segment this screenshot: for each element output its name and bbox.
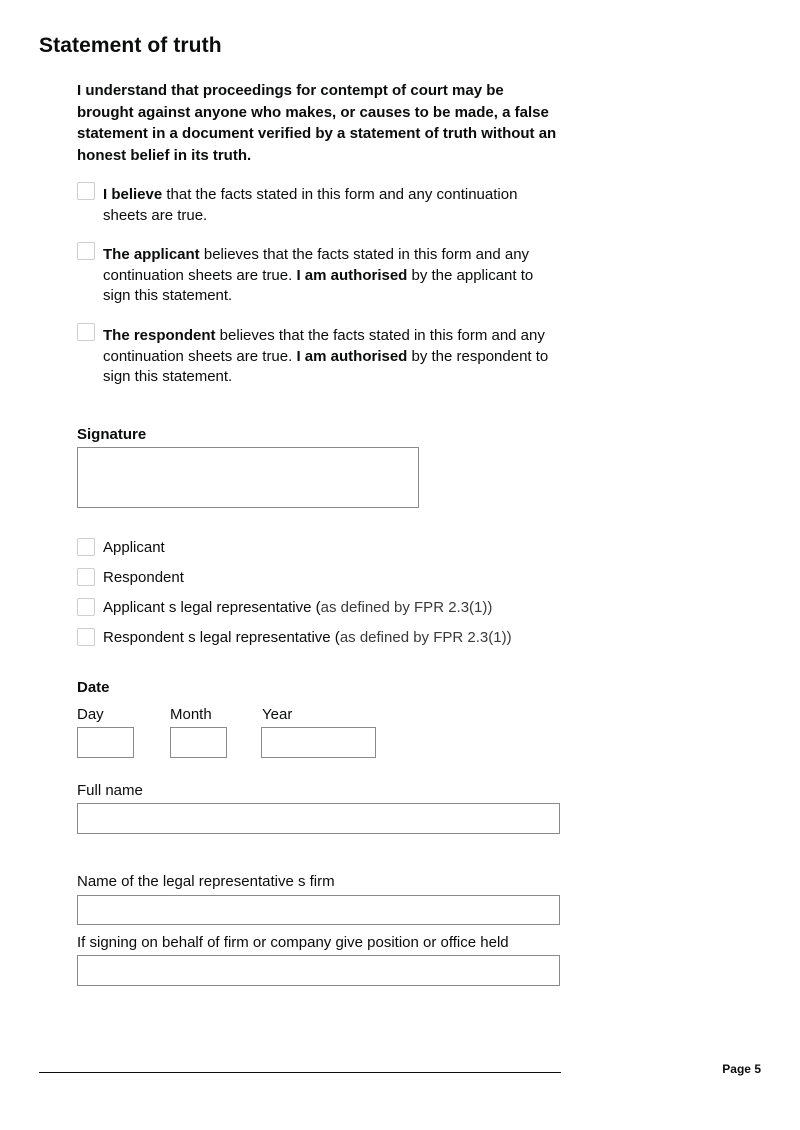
role-checkbox-respondent-legal-rep[interactable] <box>77 628 95 646</box>
role-applicant-legal-rep <box>103 599 492 616</box>
role-checkbox-applicant[interactable] <box>77 538 95 556</box>
role-label: Respondent s legal representative ( <box>103 629 340 646</box>
statement-checkbox-applicant[interactable] <box>77 242 95 260</box>
role-respondent <box>103 569 184 586</box>
date-label: Date <box>77 679 110 696</box>
year-label: Year <box>262 706 293 723</box>
statement-bold: I believe <box>103 186 163 203</box>
statement-text: by the applicant to sign this statement. <box>103 266 534 304</box>
firm-name-label: Name of the legal representative s firm <box>77 873 335 890</box>
role-checkbox-applicant-legal-rep[interactable] <box>77 598 95 616</box>
statement-text: that the facts stated in this form and any continuation sheets are true. <box>103 186 518 224</box>
footer-rule <box>39 1072 561 1073</box>
role-applicant <box>103 539 165 556</box>
signature-box[interactable] <box>77 447 419 508</box>
statement-bold: I am authorised <box>296 347 408 365</box>
month-input[interactable] <box>170 727 227 758</box>
intro-text: I understand that proceedings for contempt of court may be brought against anyone who makes, or causes to be made, a false statement in a document verified by a statement of truth without an honest belief in its truth. <box>77 82 557 164</box>
statement-text: by the respondent to sign this statement. <box>103 347 549 385</box>
statement-checkbox-i-believe[interactable] <box>77 182 95 200</box>
role-label: Respondent <box>103 569 184 586</box>
statement-bold: I am authorised <box>296 266 408 284</box>
day-label: Day <box>77 706 104 723</box>
statement-bold: The applicant <box>103 246 200 263</box>
month-label: Month <box>170 706 212 723</box>
signature-label: Signature <box>77 426 147 443</box>
full-name-label: Full name <box>77 782 143 799</box>
firm-name-input[interactable] <box>77 895 560 925</box>
statement-bold: The respondent <box>103 327 216 344</box>
statement-respondent <box>103 326 563 388</box>
statement-checkbox-respondent[interactable] <box>77 323 95 341</box>
statement-text: believes that the facts stated in this form and any continuation sheets are true. <box>103 246 530 284</box>
statement-applicant <box>103 245 563 307</box>
role-note: as defined by FPR 2.3(1)) <box>339 629 512 646</box>
full-name-input[interactable] <box>77 803 560 834</box>
role-respondent-legal-rep <box>103 629 512 646</box>
year-input[interactable] <box>261 727 376 758</box>
position-input[interactable] <box>77 955 560 986</box>
role-checkbox-respondent[interactable] <box>77 568 95 586</box>
section-title: Statement of truth <box>39 34 222 57</box>
statement-i-believe <box>103 185 563 226</box>
role-label: Applicant s legal representative ( <box>103 599 321 616</box>
day-input[interactable] <box>77 727 134 758</box>
position-label: If signing on behalf of firm or company give position or office held <box>77 934 509 951</box>
page-number: Page 5 <box>722 1062 761 1076</box>
role-note: as defined by FPR 2.3(1)) <box>320 599 493 616</box>
role-label: Applicant <box>103 539 165 556</box>
statement-text: believes that the facts stated in this form and any continuation sheets are true. <box>103 327 545 365</box>
